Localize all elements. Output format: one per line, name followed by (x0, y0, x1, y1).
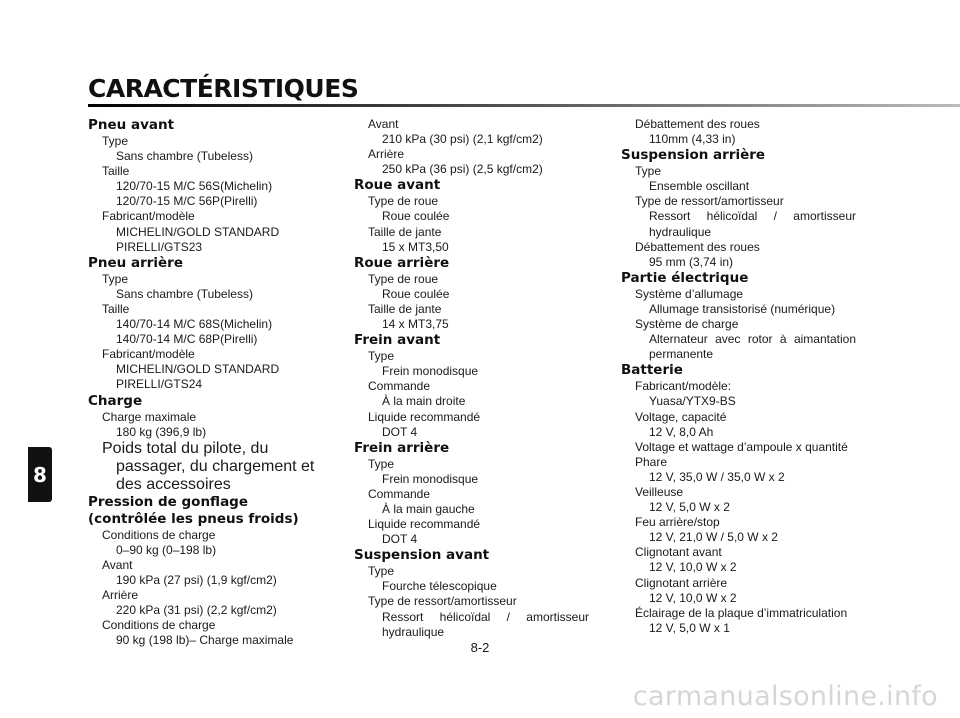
section-heading: Roue avant (354, 177, 441, 194)
spec-label: Type (635, 164, 662, 179)
spec-label: Type de roue (368, 271, 439, 286)
spec-value: PIRELLI/GTS23 (116, 239, 203, 254)
spec-value: 210 kPa (30 psi) (2,1 kgf/cm2) (382, 132, 543, 147)
spec-value: 0–90 kg (0–198 lb) (116, 542, 217, 557)
spec-label: Type de ressort/amortisseur (368, 594, 517, 609)
spec-label: Type (368, 456, 395, 471)
spec-label: Système d’allumage (635, 286, 744, 301)
spec-value: 90 kg (198 lb)– Charge maximale (116, 633, 294, 648)
chapter-tab (28, 447, 52, 502)
spec-column-3 (621, 117, 856, 636)
spec-label: Débattement des roues (635, 117, 760, 131)
spec-value: PIRELLI/GTS24 (116, 377, 203, 392)
section-heading: Suspension avant (354, 547, 490, 564)
spec-label: Taille de jante (368, 224, 442, 239)
section-heading: Batterie (621, 362, 683, 379)
section-heading: Pneu arrière (88, 254, 183, 271)
spec-value: Frein monodisque (382, 364, 479, 379)
page-title: CARACTÉRISTIQUES (88, 74, 359, 103)
spec-label: Conditions de charge (102, 618, 216, 633)
spec-label: Clignotant avant (635, 545, 722, 560)
spec-value: MICHELIN/GOLD STANDARD (116, 224, 280, 239)
section-heading: Frein arrière (354, 439, 450, 456)
spec-value: 110mm (4,33 in) (649, 132, 736, 147)
spec-value: Sans chambre (Tubeless) (116, 286, 253, 301)
spec-label: Avant (102, 557, 133, 572)
spec-label: Avant (368, 117, 399, 131)
spec-label: Taille de jante (368, 301, 442, 316)
spec-label: Type (102, 134, 129, 148)
spec-value: DOT 4 (382, 532, 418, 547)
spec-value: 12 V, 35,0 W / 35,0 W x 2 (649, 469, 785, 484)
spec-value: Ensemble oscillant (649, 179, 750, 194)
spec-value: 120/70-15 M/C 56S(Michelin) (116, 179, 273, 194)
spec-label: Éclairage de la plaque d’immatriculation (635, 605, 848, 620)
spec-value: 140/70-14 M/C 68S(Michelin) (116, 317, 273, 332)
page-number: 8-2 (470, 640, 490, 655)
spec-value: 190 kPa (27 psi) (1,9 kgf/cm2) (116, 572, 277, 587)
spec-label: Débattement des roues (635, 239, 760, 254)
spec-label: Feu arrière/stop (635, 515, 720, 530)
spec-value: Yuasa/YTX9-BS (649, 394, 736, 409)
spec-label: Liquide recommandé (368, 409, 481, 424)
spec-label: Commande (368, 379, 431, 394)
spec-label: Fabricant/modèle (102, 209, 195, 224)
spec-label: Arrière (102, 588, 139, 603)
spec-label: Liquide recommandé (368, 517, 481, 532)
section-heading: Pression de gonflage (contrôlée les pneus froids) (88, 493, 299, 527)
spec-label: Système de charge (635, 317, 739, 332)
spec-label: Fabricant/modèle: (635, 379, 732, 394)
spec-value: 14 x MT3,75 (382, 317, 449, 332)
watermark: carmanualsonline.info (632, 681, 938, 712)
spec-label: Type (368, 349, 395, 364)
spec-value: 12 V, 10,0 W x 2 (649, 590, 737, 605)
spec-value: 220 kPa (31 psi) (2,2 kgf/cm2) (116, 603, 277, 618)
spec-label: Charge maximale (102, 409, 197, 424)
section-heading: Pneu avant (88, 117, 175, 133)
spec-label: Commande (368, 486, 431, 501)
spec-value: Ressort hélicoïdal / amortisseur hydraulique (382, 609, 589, 639)
spec-column-2 (354, 117, 589, 640)
spec-label: Taille (102, 301, 130, 316)
section-heading: Roue arrière (354, 254, 450, 271)
spec-value: 120/70-15 M/C 56P(Pirelli) (116, 194, 258, 209)
spec-label: Conditions de charge (102, 527, 216, 542)
section-heading: Suspension arrière (621, 147, 766, 164)
spec-label: Arrière (368, 147, 405, 162)
spec-value: Frein monodisque (382, 471, 479, 486)
chapter-number: 8 (33, 462, 47, 487)
spec-value: 12 V, 21,0 W / 5,0 W x 2 (649, 530, 778, 545)
section-heading: Partie électrique (621, 269, 749, 286)
spec-label: Veilleuse (635, 484, 684, 499)
spec-value: Roue coulée (382, 209, 450, 224)
spec-label: Type (368, 564, 395, 579)
spec-value: Ressort hélicoïdal / amortisseur hydraulique (649, 209, 856, 239)
spec-label: Voltage et wattage d’ampoule x quantité (635, 439, 848, 454)
spec-value: 180 kg (396,9 lb) (116, 424, 207, 439)
spec-value: MICHELIN/GOLD STANDARD (116, 362, 280, 377)
spec-value: 12 V, 5,0 W x 2 (649, 500, 730, 515)
spec-value: 95 mm (3,74 in) (649, 254, 734, 269)
spec-value: Sans chambre (Tubeless) (116, 149, 253, 164)
spec-label: Clignotant arrière (635, 575, 728, 590)
spec-label: Poids total du pilote, du passager, du chargement et des accessoires (102, 439, 315, 493)
spec-value: Fourche télescopique (382, 579, 497, 594)
spec-label: Voltage, capacité (635, 409, 727, 424)
spec-value: DOT 4 (382, 424, 418, 439)
spec-value: À la main gauche (382, 501, 475, 516)
spec-value: Roue coulée (382, 286, 450, 301)
title-rule (88, 104, 960, 107)
spec-value: Allumage transistorisé (numérique) (649, 301, 836, 316)
spec-value: 140/70-14 M/C 68P(Pirelli) (116, 332, 258, 347)
spec-column-1 (88, 117, 323, 648)
spec-value: À la main droite (382, 394, 466, 409)
spec-value: 12 V, 8,0 Ah (649, 424, 714, 439)
spec-value: 15 x MT3,50 (382, 239, 449, 254)
section-heading: Frein avant (354, 332, 441, 349)
spec-label: Type de roue (368, 194, 439, 209)
spec-label: Type de ressort/amortisseur (635, 194, 784, 209)
section-heading: Charge (88, 392, 143, 409)
spec-value: Alternateur avec rotor à aimantation permanente (649, 332, 856, 362)
spec-label: Taille (102, 164, 130, 179)
spec-label: Phare (635, 454, 668, 469)
spec-label: Fabricant/modèle (102, 347, 195, 362)
spec-label: Type (102, 271, 129, 286)
spec-value: 12 V, 10,0 W x 2 (649, 560, 737, 575)
spec-value: 250 kPa (36 psi) (2,5 kgf/cm2) (382, 162, 543, 177)
spec-value: 12 V, 5,0 W x 1 (649, 620, 730, 635)
